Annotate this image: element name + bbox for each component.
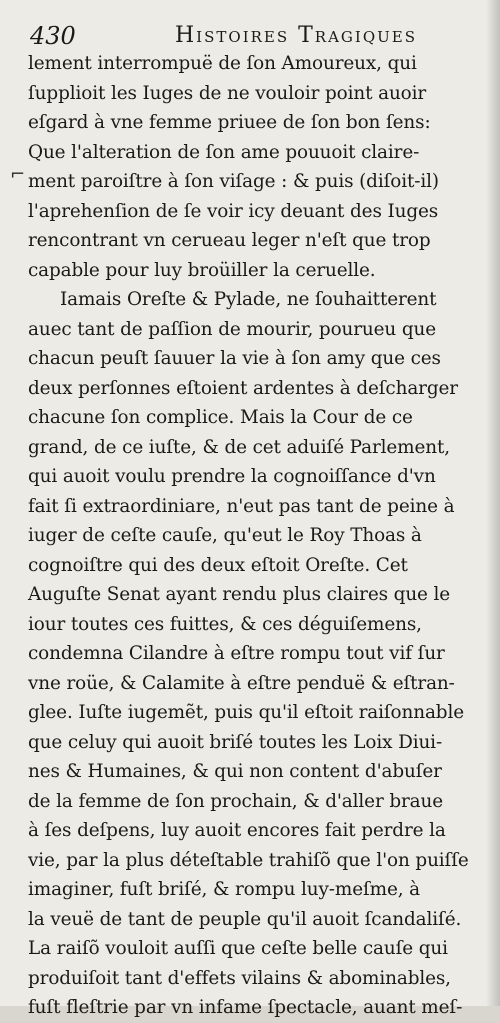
text-line: fait ſi extraordiniare, n'eut pas tant de peine à [28,495,455,517]
text-line: vie, par la plus déteſtable trahiſõ que l'on puiſſe [28,849,469,871]
text-line: auec tant de paſſion de mourir, pourueu que [28,318,436,340]
text-line: eſgard à vne femme priuee de ſon bon ſens: [28,112,431,133]
running-head: Histoires Tragiques [175,23,417,48]
text-line: iour toutes ces fuittes, & ces déguiſemens, [28,613,422,635]
text-line: chacun peuſt ſauuer la vie à ſon amy que ces [28,348,441,369]
text-line: imaginer, fuſt briſé, & rompu luy-meſme, à [28,879,421,900]
text-line: fuſt fleſtrie par vn infame ſpectacle, auant meſ- [28,997,463,1018]
text-line: nes & Humaines, & qui non content d'abuſer [28,761,442,782]
text-line: Que l'alteration de ſon ame pouuoit claire- [28,141,420,163]
text-line: qui auoit voulu prendre la cognoiſſance d'vn [28,466,436,487]
margin-mark: ⌐ [10,164,26,185]
text-line: La raiſõ vouloit auſſi que ceſte belle cauſe qui [28,938,448,959]
page-header [30,20,470,52]
text-line: de la femme de ſon prochain, & d'aller braue [28,790,443,812]
text-line: deux perſonnes eſtoient ardentes à deſcharger [28,377,458,399]
text-line: vne roüe, & Calamite à eſtre penduë & eſtran- [28,672,455,694]
text-line: ſupplioit les Iuges de ne vouloir point auoir [28,82,427,104]
text-line: Auguſte Senat ayant rendu plus claires que le [28,584,451,605]
text-line: la veuë de tant de peuple qu'il auoit ſcandaliſé. [28,908,462,930]
text-line: condemna Cilandre à eſtre rompu tout vif ſur [28,643,445,664]
text-line: glee. Iuſte iugemẽt, puis qu'il eſtoit raiſonnable [28,702,464,723]
text-line: lement interrompuë de ſon Amoureux, qui [28,53,417,74]
text-line: produiſoit tant d'effets vilains & abominables, [28,967,451,989]
page-number: 430 [30,22,76,50]
text-line: que celuy qui auoit briſé toutes les Loix Diui- [28,731,443,753]
text-line: l'aprehenſion de ſe voir icy deuant des Iuges [28,200,439,222]
body-text [28,49,490,1023]
text-line: grand, de ce iuſte, & de cet aduiſé Parlement, [28,436,450,458]
paragraph-start-line: Iamais Oreſte & Pylade, ne ſouhaitterent [60,289,437,310]
text-line: ment paroiſtre à ſon viſage : & puis (diſoit-il) [28,171,439,192]
text-line: chacune ſon complice. Mais la Cour de ce [28,407,413,428]
text-line: capable pour luy broüiller la ceruelle. [28,259,376,281]
text-line: à ſes deſpens, luy auoit encores fait perdre la [28,820,446,841]
text-line: rencontrant vn cerueau leger n'eſt que trop [28,230,431,251]
text-line: cognoiſtre qui des deux eſtoit Oreſte. Cet [28,554,408,576]
text-line: iuger de ceſte cauſe, qu'eut le Roy Thoas à [28,525,422,546]
